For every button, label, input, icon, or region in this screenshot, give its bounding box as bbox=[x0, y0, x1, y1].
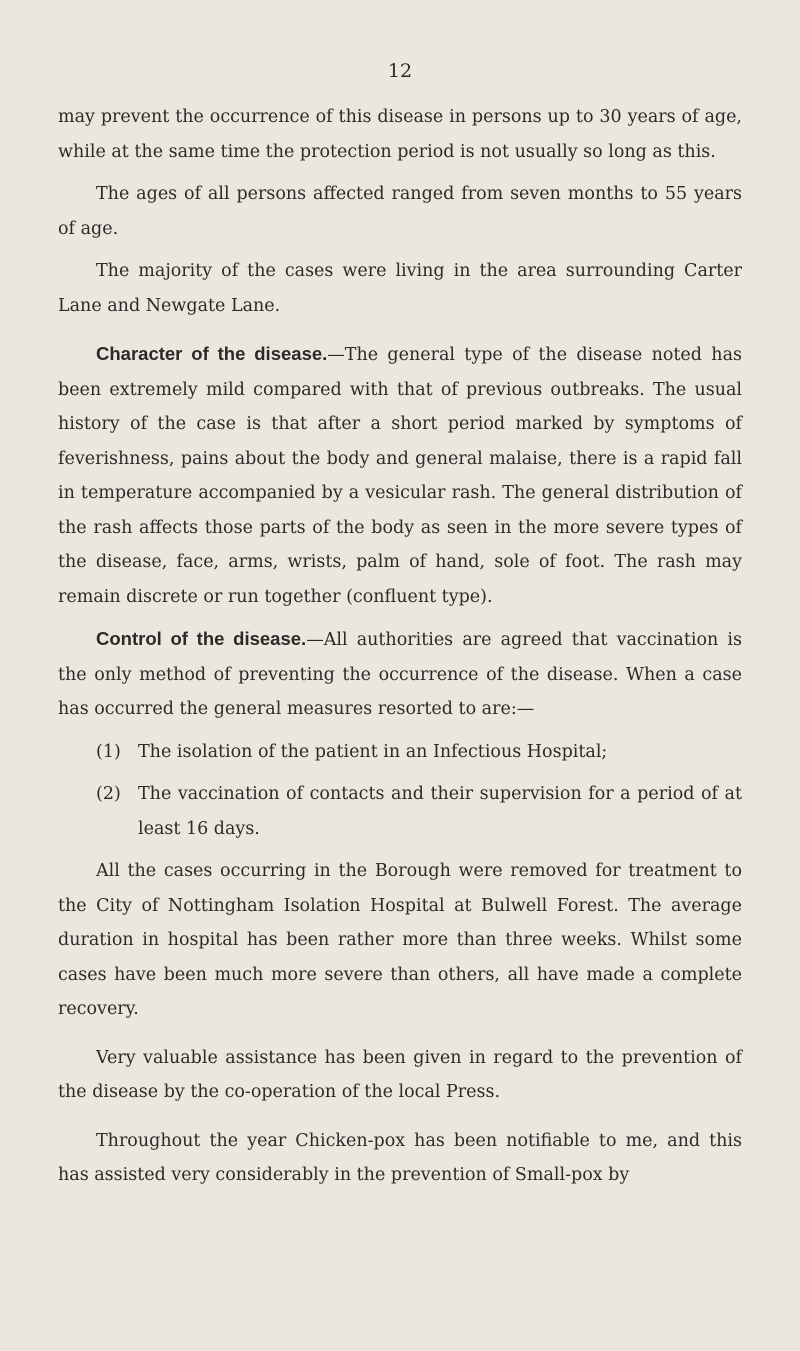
page-number: 12 bbox=[387, 60, 413, 82]
list-item-text: The vaccination of contacts and their supervision for a period of at least 16 days. bbox=[138, 784, 742, 839]
list-marker: (1) bbox=[96, 741, 121, 762]
paragraph-control bbox=[58, 622, 742, 727]
body-text bbox=[58, 100, 742, 1201]
paragraph-press: Very valuable assistance has been given in regard to the prevention of the disease by the co-operation of the local Press. bbox=[58, 1047, 742, 1102]
paragraph-continuation: may prevent the occurrence of this disease in persons up to 30 years of age, while at the same time the protection period is not usually so long as this. bbox=[58, 107, 742, 162]
paragraph-character bbox=[58, 337, 742, 614]
paragraph-borough: All the cases occurring in the Borough were removed for treatment to the City of Nottingham Isolation Hospital at Bulwell Forest. The average duration in hospital has been rather more than three weeks. Whilst some cases have been much more severe than others, all have made a complete recovery. bbox=[58, 861, 742, 1019]
list-marker: (2) bbox=[96, 784, 121, 804]
paragraph-control-text: —All authorities are agreed that vaccination is the only method of preventing the occurrence of the disease. When a case has occurred the general measures resorted to are:— bbox=[58, 630, 743, 719]
list-item bbox=[96, 735, 742, 770]
paragraph-ages: The ages of all persons affected ranged from seven months to 55 years of age. bbox=[58, 184, 742, 239]
paragraph-chickenpox: Throughout the year Chicken-pox has been notifiable to me, and this has assisted very considerably in the prevention of Small-pox by bbox=[58, 1130, 742, 1185]
list-item bbox=[96, 777, 742, 846]
paragraph-character-text: —The general type of the disease noted has been extremely mild compared with that of previous outbreaks. The usual history of the case is that after a short period marked by symptoms of feverishness, pains about the body and general malaise, there is a rapid fall in temperature accompanied by a vesicular rash. The general distribution of the rash affects those parts of the body as seen in the more severe types of the disease, face, arms, wrists, palm of hand, sole of foot. The rash may remain discrete or run together (confluent type). bbox=[58, 345, 742, 607]
section-heading-character: Character of the disease. bbox=[96, 343, 328, 364]
paragraph-majority: The majority of the cases were living in the area surrounding Carter Lane and Newgate Lane. bbox=[58, 261, 742, 316]
list-item-text: The isolation of the patient in an Infectious Hospital; bbox=[138, 741, 608, 762]
section-heading-control: Control of the disease. bbox=[96, 628, 307, 649]
